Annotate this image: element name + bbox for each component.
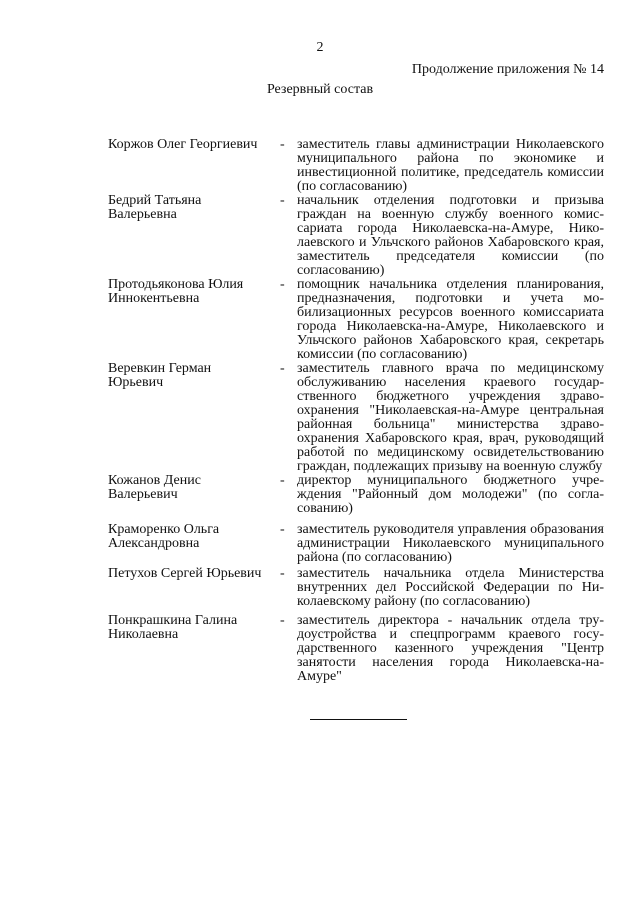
member-dash: - [280, 522, 285, 537]
member-dash: - [280, 193, 285, 208]
member-dash: - [280, 361, 285, 376]
member-name: Петухов Сергей Юрьевич [108, 566, 262, 581]
member-name: Протодьяконова Юлия Иннокентьевна [108, 277, 244, 306]
member-role: заместитель директора - начальник отдела трудоустройства и спецпрограмм краевого государственного казенного учреждения "Центр занятости населения города Николаевска-на-Амуре" [297, 613, 604, 684]
appendix-continuation-note: Продолжение приложения № 14 [411, 62, 604, 77]
member-dash: - [280, 473, 285, 488]
member-entry [108, 567, 604, 614]
member-entry [108, 523, 604, 567]
member-name: Коржов Олег Георгиевич [108, 137, 258, 152]
member-entry [108, 278, 604, 362]
page-number: 2 [316, 40, 324, 55]
member-name: Краморенко Ольга Александровна [108, 522, 220, 551]
member-name: Бедрий Татьяна Валерьевна [108, 193, 202, 222]
end-of-list-rule [310, 719, 407, 720]
member-name: Понкрашкина Галина Николаевна [108, 613, 238, 642]
member-entry [108, 194, 604, 278]
member-entry [108, 474, 604, 523]
member-entry [108, 362, 604, 474]
member-role: помощник начальника отделения планирования, предназначения, подготовки и учета мобилизационных ресурсов военного комиссариата города Николаевска-на-Амуре, Николаевского и Ульчского районов Хабаровского края, секретарь комиссии (по согласованию) [297, 277, 604, 362]
member-dash: - [280, 277, 285, 292]
member-role: начальник отделения подготовки и призыва граждан на военную службу военного комиссариата города Николаевска-на-Амуре, Николаевского и Ульчского районов Хабаровского края, заместитель председателя комиссии (по согласованию) [297, 193, 604, 278]
member-role: директор муниципального бюджетного учреждения "Районный дом молодежи" (по согласованию) [297, 473, 604, 516]
member-entry [108, 138, 604, 194]
member-role: заместитель главы администрации Николаевского муниципального района по экономике и инвестиционной политике, председатель комиссии (по согласованию) [297, 137, 604, 194]
member-dash: - [280, 566, 285, 581]
reserve-members-list [108, 138, 604, 684]
member-entry [108, 614, 604, 684]
member-role: заместитель главного врача по медицинскому обслуживанию населения краевого государственного бюджетного учреждения здравоохранения "Николаевская-на-Амуре центральная районная больница" министерства здравоохранения Хабаровского края, врач, руководящий работой по медицинскому освидетельствованию граждан, подлежащих призыву на военную службу [297, 361, 604, 474]
member-dash: - [280, 613, 285, 628]
member-role: заместитель руководителя управления образования администрации Николаевского муниципального района (по согласованию) [297, 522, 604, 565]
section-title: Резервный состав [266, 82, 374, 97]
member-name: Веревкин Герман Юрьевич [108, 361, 212, 390]
member-role: заместитель начальника отдела Министерства внутренних дел Российской Федерации по Николаевскому району (по согласованию) [297, 566, 604, 609]
member-dash: - [280, 137, 285, 152]
member-name: Кожанов Денис Валерьевич [108, 473, 201, 502]
